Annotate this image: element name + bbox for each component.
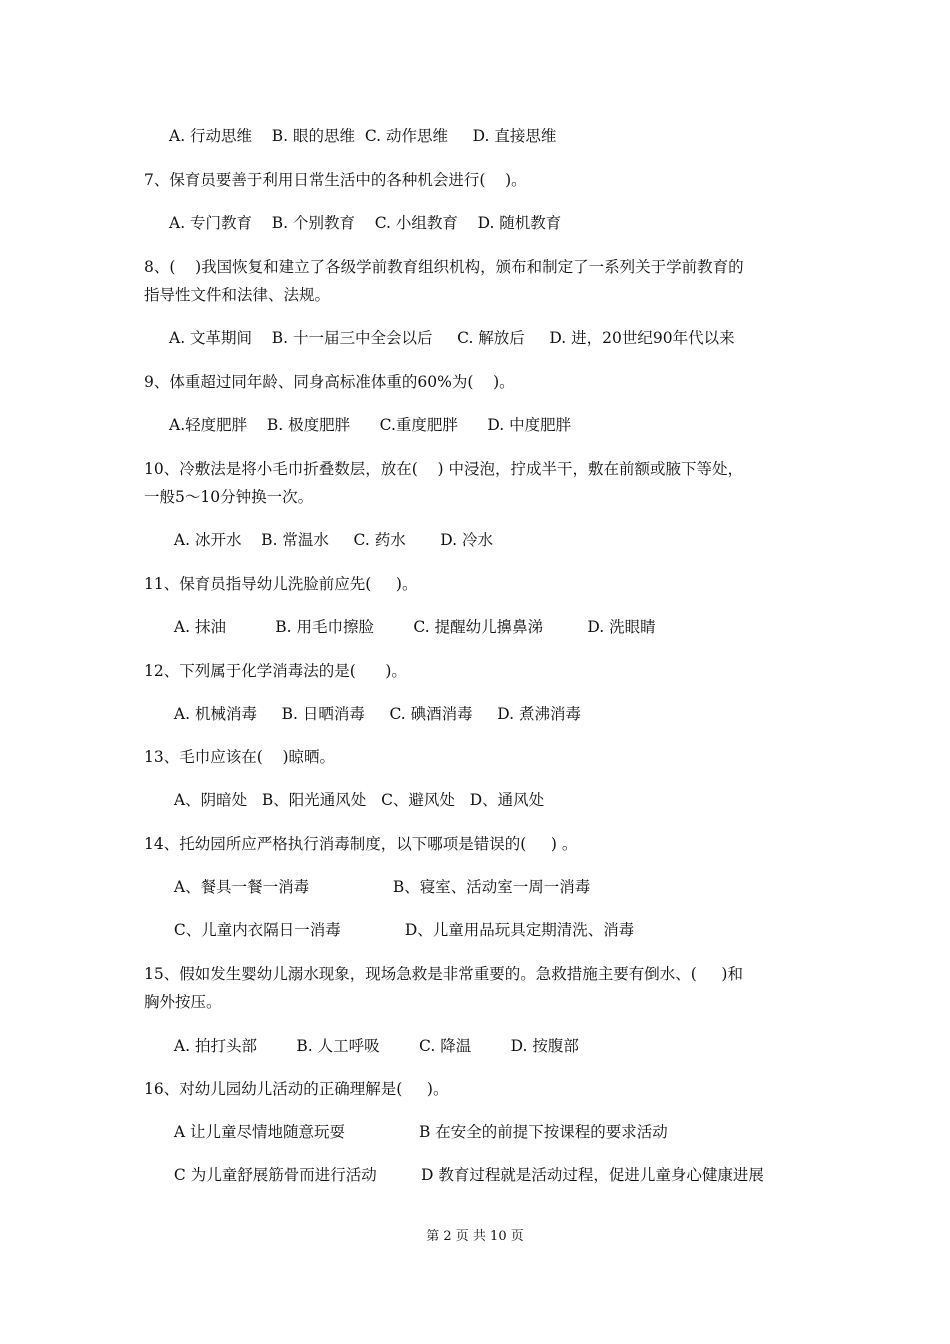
q10-stem-line1: 10、冷敷法是将小毛巾折叠数层，放在( ) 中浸泡，拧成半干，敷在前额或腋下等处，	[144, 460, 743, 478]
q14-options-cd: C、儿童内衣隔日一消毒 D、儿童用品玩具定期清洗、消毒	[169, 921, 635, 939]
q6-options: A. 行动思维 B. 眼的思维 C. 动作思维 D. 直接思维	[169, 127, 557, 145]
q14-options-ab: A、餐具一餐一消毒 B、寝室、活动室一周一消毒	[169, 878, 591, 896]
q11-stem: 11、保育员指导幼儿洗脸前应先( )。	[144, 575, 418, 593]
q16-stem: 16、对幼儿园幼儿活动的正确理解是( )。	[144, 1080, 449, 1098]
q15-stem-line1: 15、假如发生婴幼儿溺水现象，现场急救是非常重要的。急救措施主要有倒水、( )和	[144, 965, 743, 983]
q14-stem: 14、托幼园所应严格执行消毒制度，以下哪项是错误的( ) 。	[144, 835, 578, 853]
q15-stem-line2: 胸外按压。	[144, 993, 222, 1011]
q10-stem-line2: 一般5～10分钟换一次。	[144, 488, 314, 506]
q12-stem: 12、下列属于化学消毒法的是( )。	[144, 662, 407, 680]
q7-stem: 7、保育员要善于利用日常生活中的各种机会进行( )。	[144, 171, 527, 189]
q13-stem: 13、毛巾应该在( )晾晒。	[144, 748, 336, 766]
q9-stem: 9、体重超过同年龄、同身高标准体重的60%为( )。	[144, 373, 515, 391]
q11-options: A. 抹油 B. 用毛巾擦脸 C. 提醒幼儿擤鼻涕 D. 洗眼睛	[169, 618, 656, 636]
q16-options-ab: A 让儿童尽情地随意玩耍 B 在安全的前提下按课程的要求活动	[169, 1123, 668, 1141]
q12-options: A. 机械消毒 B. 日晒消毒 C. 碘酒消毒 D. 煮沸消毒	[169, 705, 582, 723]
q8-options: A. 文革期间 B. 十一届三中全会以后 C. 解放后 D. 进，20世纪90年代以来	[169, 329, 735, 347]
q8-stem-line1: 8、( )我国恢复和建立了各级学前教育组织机构，颁布和制定了一系列关于学前教育的	[144, 258, 744, 276]
q15-options: A. 拍打头部 B. 人工呼吸 C. 降温 D. 按腹部	[169, 1037, 579, 1055]
q9-options: A.轻度肥胖 B. 极度肥胖 C.重度肥胖 D. 中度肥胖	[169, 416, 572, 434]
q13-options: A、阴暗处 B、阳光通风处 C、避风处 D、通风处	[169, 791, 545, 809]
q8-stem-line2: 指导性文件和法律、法规。	[144, 286, 331, 304]
q10-options: A. 冰开水 B. 常温水 C. 药水 D. 冷水	[169, 531, 493, 549]
q7-options: A. 专门教育 B. 个别教育 C. 小组教育 D. 随机教育	[169, 214, 562, 232]
q16-options-cd: C 为儿童舒展筋骨而进行活动 D 教育过程就是活动过程，促进儿童身心健康进展	[169, 1166, 764, 1184]
page-footer: 第 2 页 共 10 页	[426, 1229, 524, 1244]
